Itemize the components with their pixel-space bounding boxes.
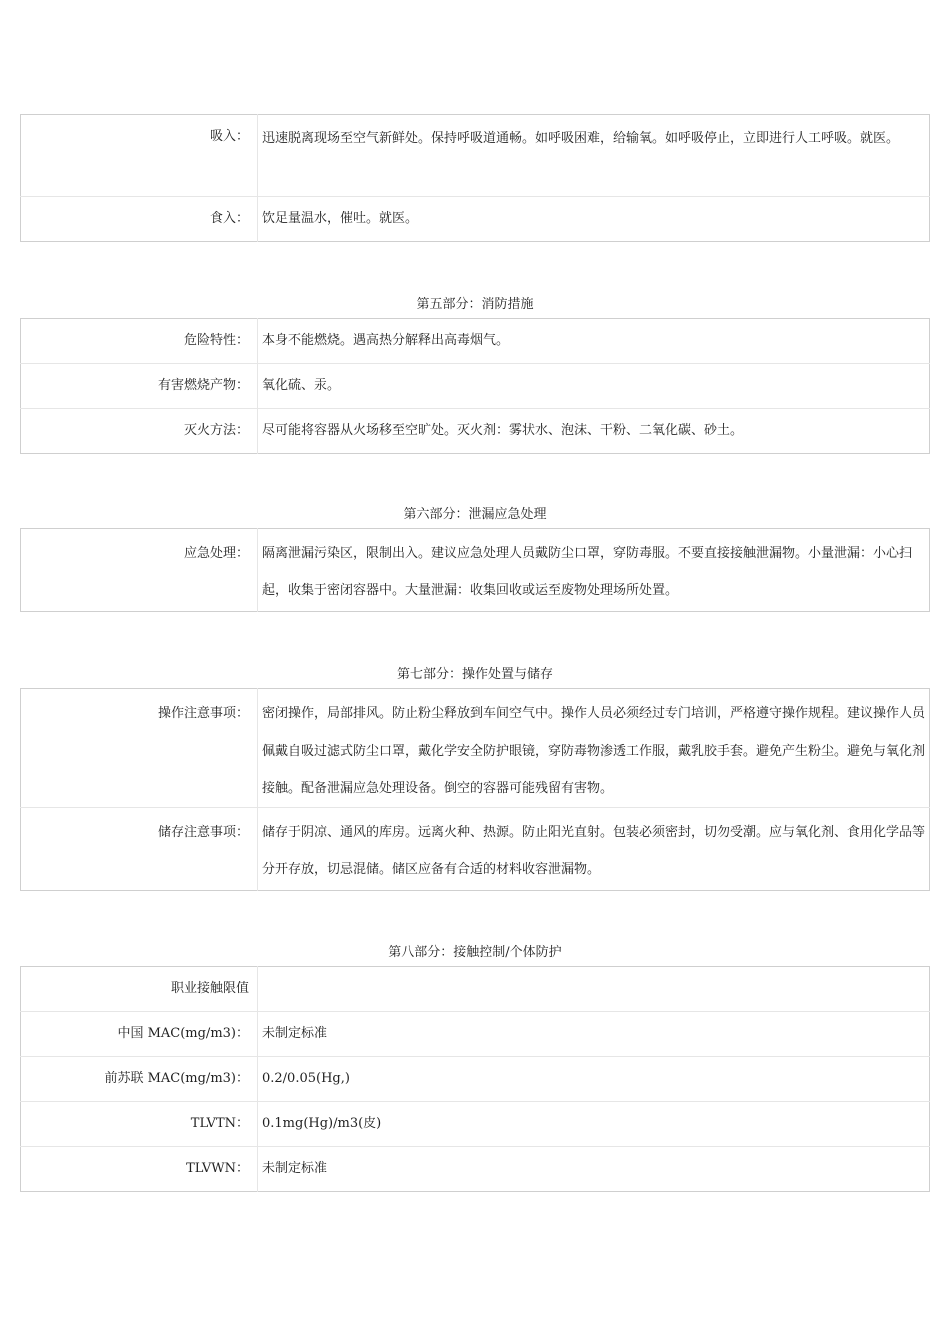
table-row	[21, 1102, 930, 1147]
row-value: 0.2/0.05(Hg,)	[262, 1071, 350, 1086]
row-label: 吸入：	[209, 129, 249, 144]
row-label: 食入：	[209, 211, 249, 226]
section-title-fire: 第五部分：消防措施	[416, 297, 534, 312]
table-row	[21, 1012, 930, 1057]
row-label: 储存注意事项：	[157, 825, 249, 840]
fire-table	[20, 318, 930, 454]
row-label: 应急处理：	[183, 546, 249, 561]
row-label: TLVTN：	[190, 1116, 249, 1131]
row-label: 灭火方法：	[183, 423, 249, 438]
row-value	[262, 967, 925, 1011]
row-value: 0.1mg(Hg)/m3(皮)	[262, 1116, 382, 1131]
row-value: 未制定标准	[262, 1026, 328, 1041]
row-label: 有害燃烧产物：	[157, 378, 249, 393]
table-row	[21, 689, 930, 808]
row-value: 储存于阴凉、通风的库房。远离火种、热源。防止阳光直射。包装必须密封，切勿受潮。应与氧化剂、食用化学品等分开存放，切忌混储。储区应备有合适的材料收容泄漏物。	[262, 825, 926, 877]
row-value: 饮足量温水，催吐。就医。	[262, 211, 419, 226]
row-label: 操作注意事项：	[157, 706, 249, 721]
table-row	[21, 319, 930, 364]
handling-table	[20, 688, 930, 891]
row-label: 职业接触限值	[170, 981, 249, 996]
row-label: 危险特性：	[183, 333, 249, 348]
row-value: 本身不能燃烧。遇高热分解释出高毒烟气。	[262, 333, 510, 348]
table-row	[21, 967, 930, 1012]
table-row	[21, 1057, 930, 1102]
first-aid-table	[20, 114, 930, 242]
table-row	[21, 808, 930, 891]
row-value: 尽可能将容器从火场移至空旷处。灭火剂：雾状水、泡沫、干粉、二氧化碳、砂土。	[262, 423, 744, 438]
table-row	[21, 529, 930, 612]
section-title-exposure: 第八部分：接触控制/个体防护	[388, 945, 562, 960]
table-row	[21, 115, 930, 197]
row-value: 氧化硫、汞。	[262, 378, 341, 393]
row-label: 前苏联 MAC(mg/m3)：	[104, 1071, 249, 1086]
row-value: 迅速脱离现场至空气新鲜处。保持呼吸道通畅。如呼吸困难，给输氧。如呼吸停止，立即进行人工呼吸。就医。	[262, 131, 900, 146]
table-row	[21, 197, 930, 242]
table-row	[21, 1147, 930, 1192]
table-row	[21, 409, 930, 454]
row-value: 未制定标准	[262, 1161, 328, 1176]
row-value: 隔离泄漏污染区，限制出入。建议应急处理人员戴防尘口罩，穿防毒服。不要直接接触泄漏物。小量泄漏：小心扫起，收集于密闭容器中。大量泄漏：收集回收或运至废物处理场所处置。	[262, 546, 913, 598]
row-label: 中国 MAC(mg/m3)：	[117, 1026, 249, 1041]
table-row	[21, 364, 930, 409]
exposure-table	[20, 966, 930, 1192]
row-value: 密闭操作，局部排风。防止粉尘释放到车间空气中。操作人员必须经过专门培训，严格遵守操作规程。建议操作人员佩戴自吸过滤式防尘口罩，戴化学安全防护眼镜，穿防毒物渗透工作服，戴乳胶手套。避免产生粉尘。避免与氧化剂接触。配备泄漏应急处理设备。倒空的容器可能残留有害物。	[262, 706, 926, 796]
section-title-leak: 第六部分：泄漏应急处理	[403, 507, 547, 522]
leak-table	[20, 528, 930, 612]
section-title-handling: 第七部分：操作处置与储存	[396, 667, 553, 682]
row-label: TLVWN：	[186, 1161, 249, 1176]
